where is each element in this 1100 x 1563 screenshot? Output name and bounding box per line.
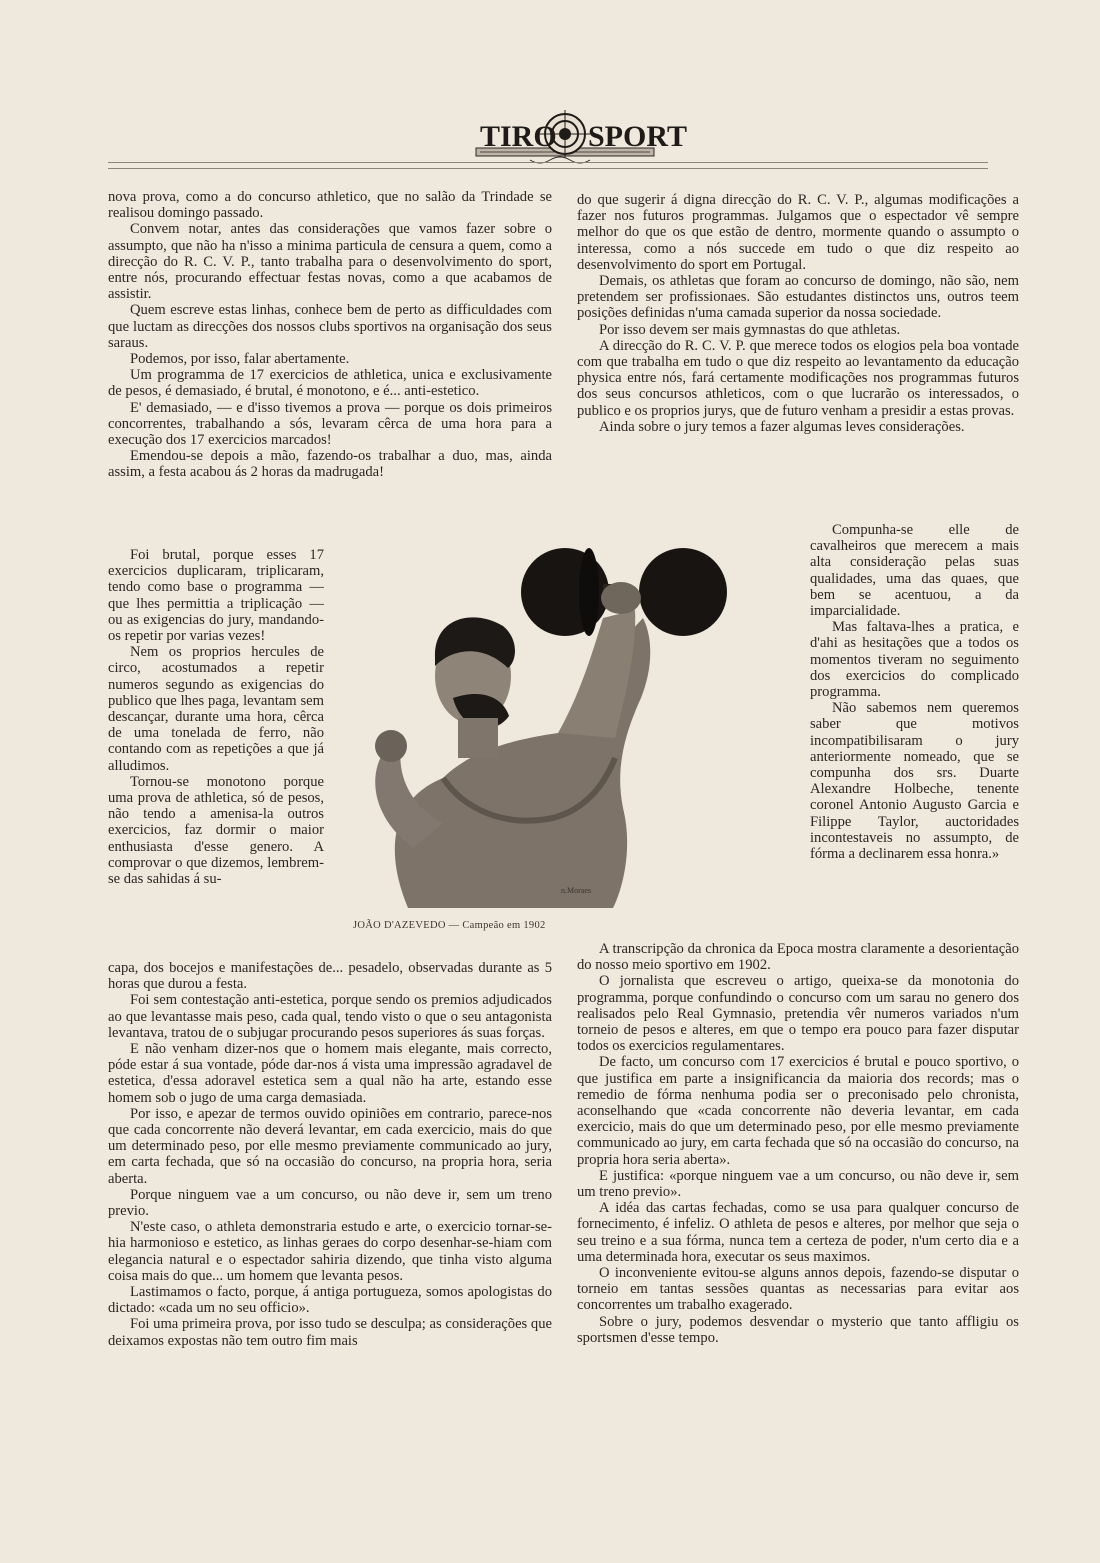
paragraph: A idéa das cartas fechadas, como se usa para qualquer concurso de fornecimento, é infeliz. O athleta de pesos e alteres, por melhor que seja o seu treino e a sua fórma, nunca tem a certeza de poder, n'um certo dia e a uma determinada hora, executar os seus maximos. <box>577 1200 1019 1265</box>
paragraph: nova prova, como a do concurso athletico, que no salão da Trindade se realisou domingo passado. <box>108 189 552 222</box>
masthead-left-word: TIRO <box>480 120 557 153</box>
left-column-wrap <box>108 547 324 887</box>
paragraph: Podemos, por isso, falar abertamente. <box>130 351 350 368</box>
paragraph: Quem escreve estas linhas, conhece bem de perto as difficuldades com que luctam as direcções dos nossos clubs sportivos na organisação dos seus saraus. <box>108 302 552 351</box>
paragraph: Tornou-se monotono porque uma prova de athletica, só de pesos, não tendo a amenisa-la outros exercicios, faz dormir o maior enthusiasta d'esse genero. A comprovar o que dizemos, lembrem-se das sahidas á su- <box>108 773 324 888</box>
paragraph: Nem os proprios hercules de circo, acostumados a repetir numeros segundo as exigencias do publico que lhes paga, levantam sem descançar, durante uma hora, cêrca de uma tonelada de ferro, não contando com as repetições a que já alludimos. <box>108 644 324 774</box>
paragraph: O inconveniente evitou-se alguns annos depois, fazendo-se disputar o torneio em tantas sessões quantas as necessarias para evitar aos concorrentes um trabalho exagerado. <box>577 1265 1019 1314</box>
right-column-wrap <box>810 522 1019 862</box>
paragraph: E justifica: «porque ninguem vae a um concurso, ou não deve ir, sem um treno previo». <box>577 1167 1019 1201</box>
weightlifter-illustration <box>353 548 665 910</box>
paragraph: Mas faltava-lhes a pratica, e d'ahi as hesitações que a todos os momentos tiveram no seguimento dos exercicios do complicado programma. <box>810 619 1019 701</box>
photo-caption: JOÃO D'AZEVEDO — Campeão em 1902 <box>353 920 546 931</box>
paragraph: Lastimamos o facto, porque, á antiga portugueza, somos apologistas do dictado: «cada um no seu officio». <box>108 1284 552 1317</box>
paragraph: Por isso, e apezar de termos ouvido opiniões em contrario, parece-nos que cada concorrente não deverá levantar, em cada exercicio, mais do que um determinado peso, por elle mesmo previamente communicado ao jury, em carta fechada, que só na occasião do concurso, na propria hora, seria aberta. <box>108 1105 552 1187</box>
photo-signature: n.Moraes <box>561 886 591 895</box>
paragraph: do que sugerir á digna direcção do R. C. V. P., algumas modificações a fazer nos futuros programmas. Julgamos que o espectador vê sempre melhor do que os que estão de dentro, mormente quando o assumpto o interessa, como a nós succede em tudo o que diz respeito ao desenvolvimento do sport em Portugal. <box>577 192 1019 273</box>
header-rule-top <box>108 162 988 163</box>
paragraph: O jornalista que escreveu o artigo, queixa-se da monotonia do programma, porque confundindo o concurso com um sarau no genero dos realisados pelo Real Gymnasio, pretendia vêr numeros variados n'um torneio de pesos e alteres, em que o tempo era pouco para fazer disputar todos os exercicios regulamentares. <box>577 973 1019 1055</box>
paragraph: capa, dos bocejos e manifestações de... pesadelo, observadas durante as 5 horas que durou a festa. <box>108 960 552 993</box>
paragraph: Ainda sobre o jury temos a fazer algumas leves considerações. <box>599 418 965 435</box>
paragraph: Foi brutal, porque esses 17 exercicios duplicaram, triplicaram, tendo como base o programma — que lhes permittia a triplicação — ou as exigencias do jury, mandando-os repetir por varias vezes! <box>108 547 324 645</box>
paragraph: N'este caso, o athleta demonstraria estudo e arte, o exercicio tornar-se-hia harmonioso e estetico, as linhas geraes do corpo desenhar-se-hiam com elegancia natural e o espectador sahiria dizendo, que tinha visto alguma coisa mais do que... um homem que levanta pesos. <box>108 1219 552 1284</box>
paragraph: Compunha-se elle de cavalheiros que merecem a mais alta consideração pelas suas qualidades, uma das quaes, que bem se acentuou, a da imparcialidade. <box>810 522 1019 620</box>
paragraph: Sobre o jury, podemos desvendar o mysterio que tanto affligiu os sportsmen d'esse tempo. <box>577 1313 1019 1346</box>
paragraph: Um programma de 17 exercicios de athletica, unica e exclusivamente de pesos, é demasiado, é brutal, é monotono, e é... anti-estetico. <box>108 367 552 400</box>
paragraph: Emendou-se depois a mão, fazendo-os trabalhar a duo, mas, ainda assim, a festa acabou ás 2 horas da madrugada! <box>108 448 552 481</box>
paragraph: Foi sem contestação anti-estetica, porque sendo os premios adjudicados ao que levantasse mais peso, cada qual, tendo visto o que o seu antagonista levantava, tratou de o subjugar procurando pesos superiores ás suas forças. <box>108 992 552 1041</box>
left-column-bottom <box>108 960 552 1349</box>
paragraph: Por isso devem ser mais gymnastas do que athletas. <box>599 321 901 338</box>
paragraph: Convem notar, antes das considerações que vamos fazer sobre o assumpto, que não ha n'isso a minima particula de censura a quem, como a direcção do R. C. V. P., tanto trabalha para o desenvolvimento do sport, entre nós, procurando effectuar festas novas, como a que acabamos de assistir. <box>108 221 552 303</box>
paragraph: Porque ninguem vae a um concurso, ou não deve ir, sem um treno previo. <box>108 1186 552 1220</box>
header-rule-bottom <box>108 168 988 169</box>
paragraph: Demais, os athletas que foram ao concurso de domingo, não são, nem pretendem ser profissionaes. São estudantes distinctos uns, outros teem posições definidas n'uma camada superior da nossa sociedade. <box>577 273 1019 322</box>
paragraph: Foi uma primeira prova, por isso tudo se desculpa; as considerações que deixamos expostas não tem outro fim mais <box>108 1316 552 1349</box>
paragraph: A transcripção da chronica da Epoca mostra claramente a desorientação do nosso meio sportivo em 1902. <box>577 941 1019 974</box>
paragraph: Não sabemos nem queremos saber que motivos incompatibilisaram o jury anteriormente nomeado, que se compunha dos srs. Duarte Alexandre Holbeche, tenente coronel Antonio Augusto Garcia e Filippe Taylor, auctoridades incontestaveis no assumpto, de fórma a declinarem essa honra.» <box>810 700 1019 863</box>
right-column-top <box>577 192 1019 435</box>
paragraph: E' demasiado, — e d'isso tivemos a prova — porque os dois primeiros concorrentes, trabalhando a sós, levaram cêrca de uma hora para a execução dos 17 exercicios marcados! <box>108 399 552 449</box>
tiro-sport-logo-graphic <box>470 108 687 168</box>
masthead-logo <box>470 108 687 168</box>
paragraph: E não venham dizer-nos que o homem mais elegante, mais correcto, póde estar á sua vontade, póde dar-nos á vista uma impressão agradavel de estetica, d'essa adoravel estetica sem a qual não ha arte, estando esse homem sob o jugo de uma carga demasiada. <box>108 1041 552 1106</box>
paragraph: A direcção do R. C. V. P. que merece todos os elogios pela boa vontade com que trabalha em tudo o que diz respeito ao levantamento da educação physica entre nós, fará certamente modificações nos programmas futuros dos seus concursos athleticos, com o que lucrarão os interessados, o publico e os proprios jurys, que de futuro venham a presidir a estas provas. <box>577 337 1019 419</box>
right-column-bottom <box>577 941 1019 1346</box>
left-column-top <box>108 189 552 481</box>
paragraph: De facto, um concurso com 17 exercicios é brutal e pouco sportivo, o que justifica em parte a insignificancia da maioria dos records; mas o remedio de fórma nenhuma podia ser o preconisado pelo chronista, aconselhando que «cada concorrente não deveria levantar, em cada exercicio, mais do que um determinado peso, por elle mesmo previamente communicado ao jury, em carta fechada que só na occasião do concurso, na propria hora seria aberta». <box>577 1054 1019 1168</box>
masthead-right-word: SPORT <box>588 120 687 153</box>
athlete-photo <box>353 548 665 910</box>
